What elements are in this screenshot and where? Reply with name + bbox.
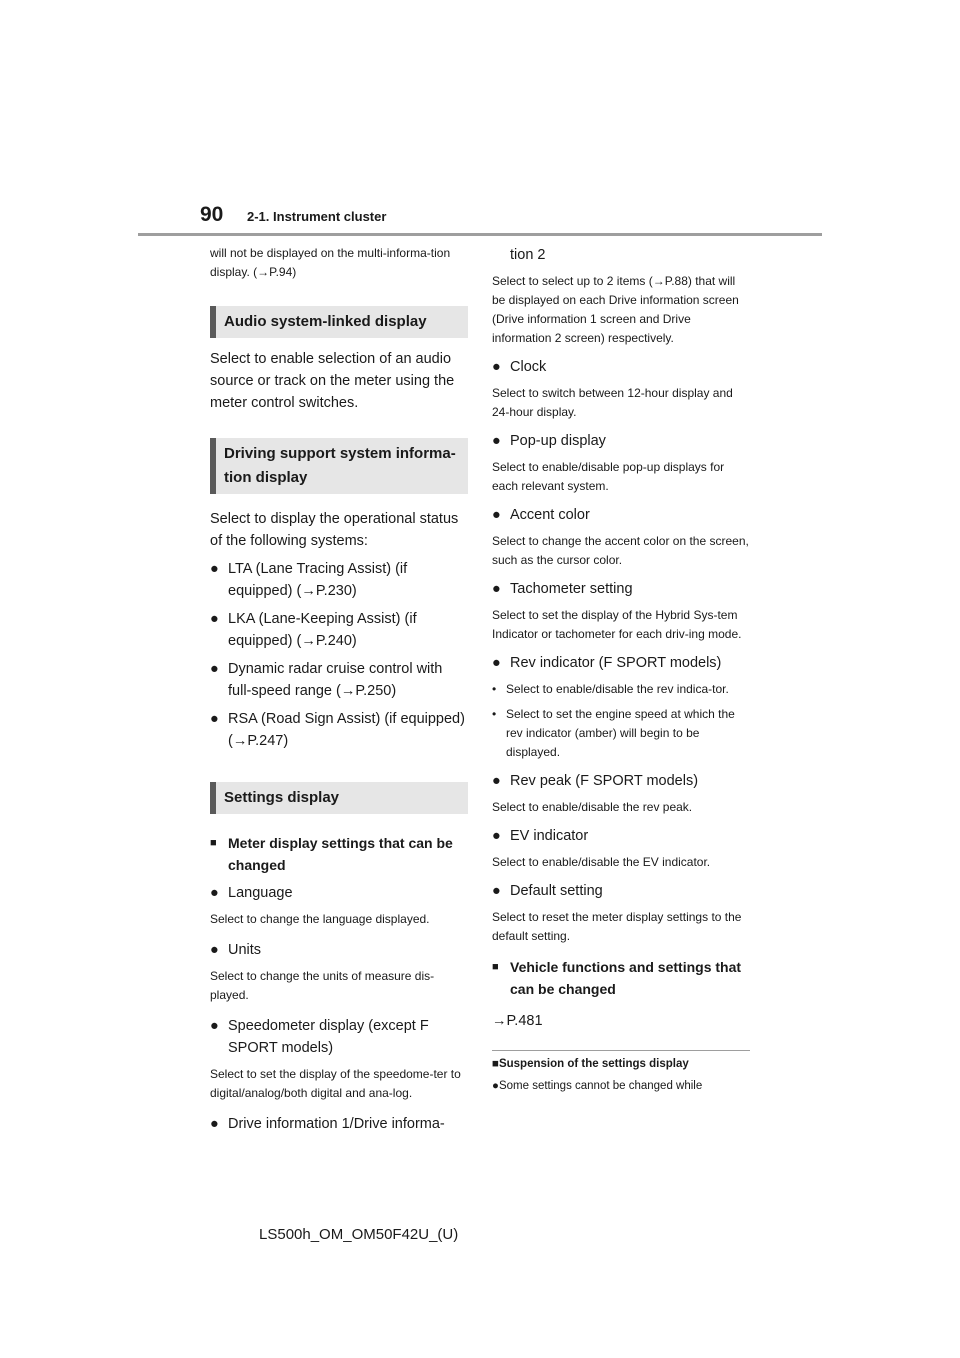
bullet-icon: ● — [492, 581, 501, 597]
square-icon: ■ — [492, 961, 499, 973]
list-item: ● LKA (Lane-Keeping Assist) (if equipped) (→P.240) — [210, 608, 468, 652]
list-item: ● Language — [210, 882, 468, 904]
bullet-icon: ● — [210, 711, 219, 727]
ev-text: Select to enable/disable the EV indicator. — [492, 855, 711, 869]
right-column — [492, 244, 750, 1095]
bullet-icon: ● — [210, 942, 219, 958]
language-text: Select to change the language displayed. — [210, 912, 430, 926]
default-text: Select to reset the meter display settings to the default setting. — [492, 910, 742, 943]
list-item: ● Units — [210, 939, 468, 961]
tacho-text: Select to set the display of the Hybrid Sys-tem Indicator or tachometer for each driv-ing mode. — [492, 608, 742, 641]
list-item: ● Tachometer setting — [492, 578, 750, 600]
list-item: ● Dynamic radar cruise control with full-speed range (→P.250) — [210, 658, 468, 702]
revpeak-text: Select to enable/disable the rev peak. — [492, 800, 693, 814]
audio-heading: Audio system-linked display — [210, 306, 468, 338]
vehicle-subheading: ■ Vehicle functions and settings that can be changed — [492, 956, 750, 1000]
footer-code: LS500h_OM_OM50F42U_(U) — [259, 1226, 459, 1243]
note-text: ●Some settings cannot be changed while — [492, 1080, 703, 1092]
list-item: ● Pop-up display — [492, 430, 750, 452]
header-rule — [138, 233, 822, 236]
drive-info-text: Select to select up to 2 items (→P.88) that will be displayed on each Drive information screen (Drive information 1 screen and Drive information 2 screen) respectively. — [492, 274, 739, 345]
bullet-icon: ● — [210, 611, 219, 627]
vehicle-ref: →P.481 — [492, 1013, 543, 1029]
clock-text: Select to switch between 12-hour display and 24-hour display. — [492, 386, 733, 419]
driving-text: Select to display the operational status of the following systems: — [210, 511, 459, 549]
bullet-icon: ● — [210, 1116, 219, 1132]
list-item: ● Accent color — [492, 504, 750, 526]
bullet-icon: ● — [492, 828, 501, 844]
section-title: 2-1. Instrument cluster — [247, 209, 387, 224]
accent-text: Select to change the accent color on the screen, such as the cursor color. — [492, 534, 749, 567]
bullet-icon: ● — [210, 661, 219, 677]
bullet-icon: ● — [210, 885, 219, 901]
bullet-icon: ● — [492, 507, 501, 523]
speedometer-text: Select to set the display of the speedome-ter to digital/analog/both digital and ana-log. — [210, 1067, 461, 1100]
bullet-icon: ● — [492, 359, 501, 375]
bullet-icon: ● — [492, 433, 501, 449]
bullet-icon: ● — [210, 1018, 219, 1034]
bullet-icon: ● — [492, 655, 501, 671]
units-text: Select to change the units of measure dis-played. — [210, 969, 435, 1002]
popup-text: Select to enable/disable pop-up displays for each relevant system. — [492, 460, 725, 493]
rev-item: • Select to set the engine speed at which the rev indicator (amber) will begin to be displayed. — [492, 707, 735, 759]
note-heading: ■Suspension of the settings display — [492, 1058, 689, 1070]
list-item: ● Drive information 1/Drive informa- — [210, 1113, 468, 1135]
bullet-icon: ● — [492, 1080, 499, 1092]
list-item: ● Rev indicator (F SPORT models) — [492, 652, 750, 674]
list-item: ● EV indicator — [492, 825, 750, 847]
list-item: ● Clock — [492, 356, 750, 378]
drive-info-continued: tion 2 — [510, 247, 546, 263]
rev-item: • Select to enable/disable the rev indica-tor. — [492, 682, 729, 696]
bullet-icon: ● — [210, 561, 219, 577]
intro-text: will not be displayed on the multi-informa-tion display. (→P.94) — [210, 246, 451, 279]
settings-subheading: ■ Meter display settings that can be changed — [210, 832, 468, 876]
list-item: ● Speedometer display (except F SPORT models) — [210, 1015, 468, 1059]
list-item: ● Rev peak (F SPORT models) — [492, 770, 750, 792]
page-number: 90 — [200, 203, 224, 226]
list-item: ● LTA (Lane Tracing Assist) (if equipped) (→P.230) — [210, 558, 468, 602]
audio-text: Select to enable selection of an audio source or track on the meter using the meter control switches. — [210, 351, 455, 411]
list-item: ● RSA (Road Sign Assist) (if equipped) (→P.247) — [210, 708, 468, 752]
settings-heading: Settings display — [210, 782, 468, 814]
bullet-icon: ● — [492, 773, 501, 789]
square-icon: ■ — [492, 1058, 499, 1070]
driving-heading: Driving support system informa-tion display — [210, 438, 468, 494]
left-column — [210, 244, 468, 1135]
list-item: ● Default setting — [492, 880, 750, 902]
square-icon: ■ — [210, 837, 217, 849]
bullet-icon: ● — [492, 883, 501, 899]
